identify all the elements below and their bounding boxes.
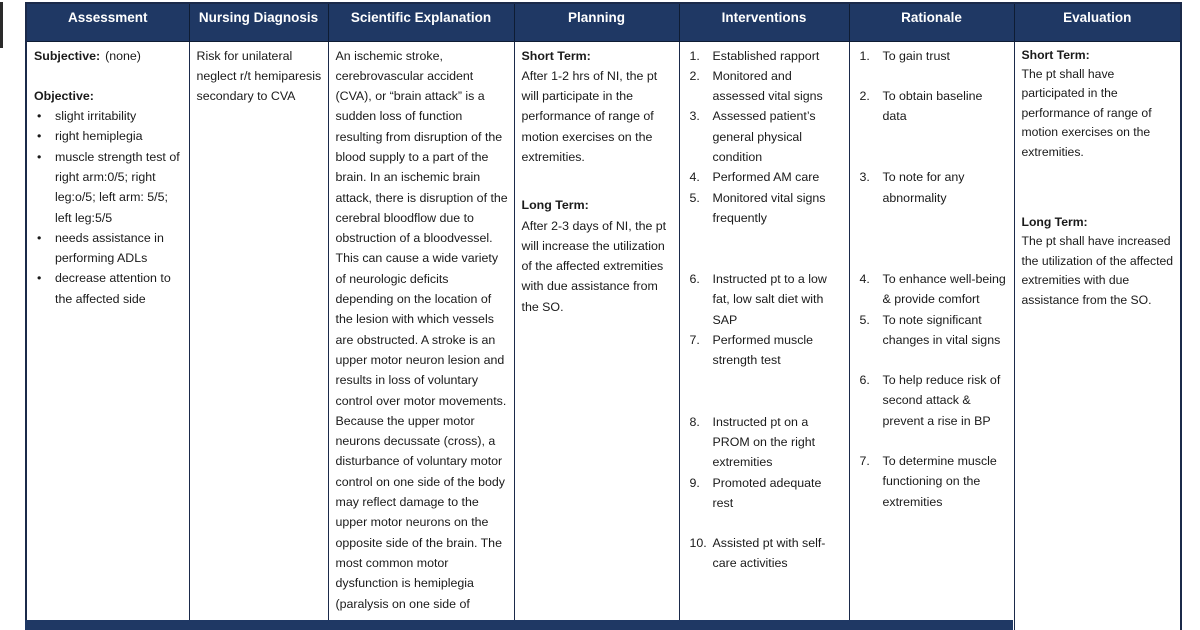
header-row <box>26 3 1181 41</box>
objective-finding: decrease attention to the affected side <box>55 271 171 306</box>
bullet-icon <box>34 106 55 126</box>
list-item <box>687 412 845 473</box>
bullet-icon <box>34 126 55 146</box>
scientific-explanation-cell <box>328 41 514 630</box>
objective-finding: needs assistance in performing ADLs <box>55 230 164 266</box>
list-item <box>687 330 845 371</box>
list-item <box>857 310 1010 351</box>
list-item <box>857 451 1010 512</box>
short-term-goal: After 1-2 hrs of NI, the pt will participate in the performance of range of motion exercises on the extremities. <box>521 68 658 164</box>
bullet-icon <box>34 268 55 309</box>
long-term-label: Long Term: <box>1021 214 1088 229</box>
rationale-text: To enhance well-being & provide comfort <box>882 271 1006 307</box>
scientific-explanation-text: An ischemic stroke, cerebrovascular accident (CVA), or “brain attack” is a sudden loss of function resulting from disruption of the blood supply to a part of the brain. In an ischemic brain attack, there is disruption of the cerebral bloodflow due to obstruction of a bloodvessel. This can cause a wide variety of neurologic deficits depending on the location of the lesion with which vessels are obstructed. A stroke is an upper motor neuron lesion and results in loss of voluntary control over motor movements. Because the upper motor neurons decussate (cross), a disturbance of voluntary motor control on one side of the body may reflect damage to the upper motor neurons on the opposite side of the brain. The most common motor dysfunction is hemiplegia (paralysis on one side of <box>335 48 508 611</box>
long-term-outcome: The pt shall have increased the utilization of the affected extremities with due assistance from the SO. <box>1021 234 1174 307</box>
intervention-text: Instructed pt to a low fat, low salt diet with SAP <box>712 272 827 327</box>
objective-label: Objective: <box>34 88 94 103</box>
objective-finding: right hemiplegia <box>55 129 143 144</box>
nursing-diagnosis-cell <box>189 41 328 630</box>
short-term-label: Short Term: <box>521 48 591 63</box>
list-item <box>857 370 1010 431</box>
short-term-outcome: The pt shall have participated in the performance of range of motion exercises on the extremities. <box>1021 66 1152 159</box>
rationale-text: To obtain baseline data <box>882 88 983 124</box>
list-item <box>34 147 185 228</box>
column-header-rationale: Rationale <box>849 3 1014 41</box>
column-header-scientific-explanation: Scientific Explanation <box>328 3 514 41</box>
list-item <box>687 66 845 107</box>
intervention-text: Established rapport <box>712 48 820 63</box>
rationale-cell <box>849 41 1014 630</box>
list-item <box>857 86 1010 127</box>
item-number: 3. <box>859 170 870 185</box>
evaluation-cell <box>1014 41 1181 630</box>
intervention-text: Monitored and assessed vital signs <box>712 68 823 104</box>
list-item <box>687 473 845 514</box>
nursing-care-plan-table <box>25 2 1182 630</box>
list-item <box>34 126 185 146</box>
list-item <box>34 106 185 126</box>
column-header-nursing-diagnosis: Nursing Diagnosis <box>189 3 328 41</box>
column-header-planning: Planning <box>514 3 679 41</box>
bullet-icon <box>34 228 55 269</box>
list-item <box>857 167 1010 208</box>
list-item <box>34 228 185 269</box>
item-number: 3. <box>689 109 700 124</box>
column-header-assessment: Assessment <box>26 3 189 41</box>
subjective-line <box>34 46 185 66</box>
list-item <box>857 46 1010 66</box>
item-number: 7. <box>689 333 700 348</box>
intervention-text: Assisted pt with self-care activities <box>712 536 826 571</box>
intervention-text: Promoted adequate rest <box>712 475 822 510</box>
list-item <box>687 533 845 574</box>
item-number: 5. <box>859 312 870 327</box>
rationale-text: To help reduce risk of second attack & prevent a rise in BP <box>882 373 1001 428</box>
table-bottom-bar <box>25 620 1013 630</box>
assessment-cell <box>26 41 189 630</box>
objective-finding: slight irritability <box>55 109 137 124</box>
item-number: 9. <box>689 475 700 490</box>
item-number: 6. <box>689 272 700 287</box>
item-number: 5. <box>689 190 700 205</box>
intervention-text: Monitored vital signs frequently <box>712 190 826 225</box>
column-header-evaluation: Evaluation <box>1014 3 1181 41</box>
objective-finding: muscle strength test of right arm:0/5; right leg:o/5; left arm: 5/5; left leg:5/5 <box>55 149 180 225</box>
item-number: 6. <box>859 373 870 388</box>
list-item <box>34 268 185 309</box>
item-number: 2. <box>689 68 700 83</box>
item-number: 10. <box>689 536 707 551</box>
subjective-label: Subjective: <box>34 48 101 63</box>
list-item <box>687 269 845 330</box>
item-number: 1. <box>859 48 870 63</box>
nursing-diagnosis-text: Risk for unilateral neglect r/t hemiparesis secondary to CVA <box>196 48 322 104</box>
rationale-text: To gain trust <box>882 48 950 63</box>
list-item <box>687 188 845 229</box>
intervention-text: Assessed patient’s general physical condition <box>712 109 816 164</box>
list-item <box>687 106 845 167</box>
item-number: 7. <box>859 454 870 469</box>
item-number: 4. <box>689 170 700 185</box>
item-number: 8. <box>689 414 700 429</box>
item-number: 1. <box>689 48 700 63</box>
list-item <box>857 269 1010 310</box>
subjective-value: (none) <box>105 48 141 63</box>
rationale-text: To note for any abnormality <box>882 170 965 205</box>
short-term-label: Short Term: <box>1021 47 1090 62</box>
intervention-text: Instructed pt on a PROM on the right extremities <box>712 414 816 470</box>
bullet-icon <box>34 147 55 228</box>
item-number: 4. <box>859 271 870 286</box>
list-item <box>687 167 845 187</box>
interventions-cell <box>679 41 849 630</box>
list-item <box>687 46 845 66</box>
intervention-text: Performed AM care <box>712 170 820 185</box>
rationale-text: To determine muscle functioning on the extremities <box>882 454 997 509</box>
long-term-goal: After 2-3 days of NI, the pt will increase the utilization of the affected extremities with due assistance from the SO. <box>521 218 667 314</box>
rationale-text: To note significant changes in vital signs <box>882 312 1001 347</box>
intervention-text: Performed muscle strength test <box>712 333 814 368</box>
care-plan-row <box>26 41 1181 630</box>
column-header-interventions: Interventions <box>679 3 849 41</box>
item-number: 2. <box>859 88 870 103</box>
planning-cell <box>514 41 679 630</box>
long-term-label: Long Term: <box>521 198 589 213</box>
left-edge-artifact <box>0 2 3 48</box>
